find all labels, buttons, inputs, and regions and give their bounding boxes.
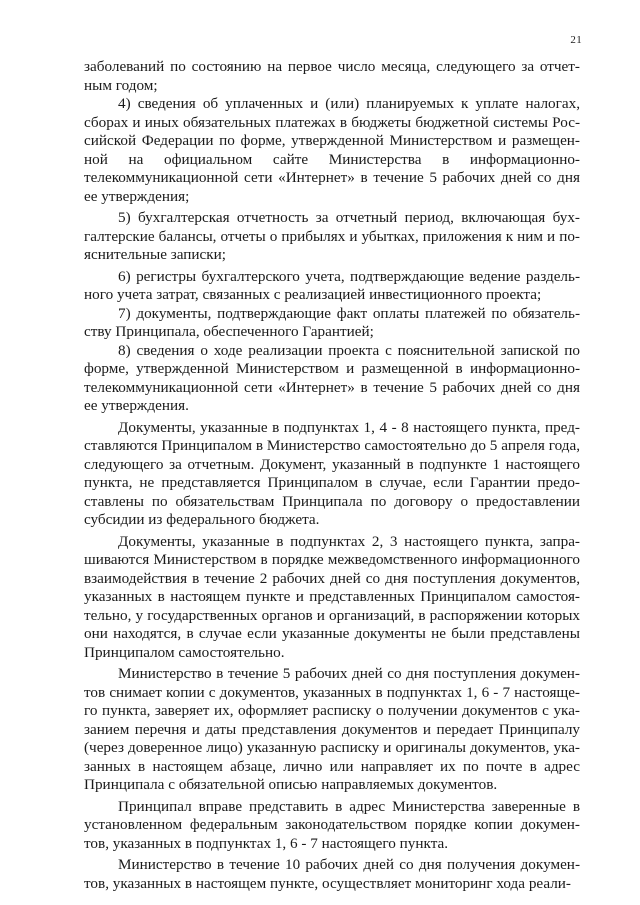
- list-item-8: 8) сведения о ходе реализации проекта с пояснительной запиской по форме, утвержденной Министерством и размещенной в информационно-телекоммуникационной сети «Интернет» в течение 5 рабочих дней со дня ее утверждения.: [84, 341, 580, 414]
- list-item-7: 7) документы, подтверждающие факт оплаты платежей по обязатель-ству Принципала, обеспеченного Гарантией;: [84, 304, 580, 340]
- paragraph-certified-copies: Принципал вправе представить в адрес Министерства заверенные в установленном федеральным законодательством порядке копии докумен-тов, указанных в подпунктах 1, 6 - 7 настоящего пункта.: [84, 797, 580, 852]
- paragraph-monitoring: Министерство в течение 10 рабочих дней со дня получения докумен-тов, указанных в настоящем пункте, осуществляет мониторинг хода реали-: [84, 856, 580, 892]
- paragraph-continuation: заболеваний по состоянию на первое число месяца, следующего за отчет-ным годом;: [84, 58, 580, 94]
- paragraph-submission-deadline: Документы, указанные в подпунктах 1, 4 - 8 настоящего пункта, пред-ставляются Принципалом в Министерство самостоятельно до 5 апреля года, следующего за отчетным. Документ, указанный в подпункте 1 настоящего пункта, не представляется Принципалом в случае, если Гарантии предо-ставлены по обязательствам Принципала по договору о предоставлении субсидии из федерального бюджета.: [84, 418, 580, 528]
- list-item-4: 4) сведения об уплаченных и (или) планируемых к уплате налогах, сборах и иных обязательных платежах в бюджеты бюджетной системы Рос-сийской Федерации по форме, утвержденной Министерством и размещен-ной на официальном сайте Министерства в информационно-телекоммуникационной сети «Интернет» в течение 5 рабочих дней со дня ее утверждения;: [84, 95, 580, 205]
- page-number: 21: [570, 34, 582, 46]
- list-item-5: 5) бухгалтерская отчетность за отчетный период, включающая бух-галтерские балансы, отчеты о прибылях и убытках, приложения к ним и по-яснительные записки;: [84, 209, 580, 263]
- paragraph-interagency-request: Документы, указанные в подпунктах 2, 3 настоящего пункта, запра-шиваются Министерством в порядке межведомственного информационного взаимодействия в течение 2 рабочих дней со дня поступления документов, указанных в настоящем пункте и представленных Принципалом самостоя-тельно, у государственных органов и организаций, в распоряжении которых они находятся, в случае если указанные документы не были представлены Принципалом самостоятельно.: [84, 532, 580, 661]
- document-body: [84, 58, 580, 893]
- paragraph-document-copies: Министерство в течение 5 рабочих дней со дня поступления докумен-тов снимает копии с документов, указанных в подпунктах 1, 6 - 7 настояще-го пункта, заверяет их, оформляет расписку о получении документов с ука-занием перечня и даты представления документов и передает Принципалу (через доверенное лицо) указанную расписку и оригиналы документов, ука-занных в настоящем абзаце, лично или направляет их по почте в адрес Принципала с обязательной описью направляемых документов.: [84, 665, 580, 793]
- list-item-6: 6) регистры бухгалтерского учета, подтверждающие ведение раздель-ного учета затрат, связанных с реализацией инвестиционного проекта;: [84, 267, 580, 303]
